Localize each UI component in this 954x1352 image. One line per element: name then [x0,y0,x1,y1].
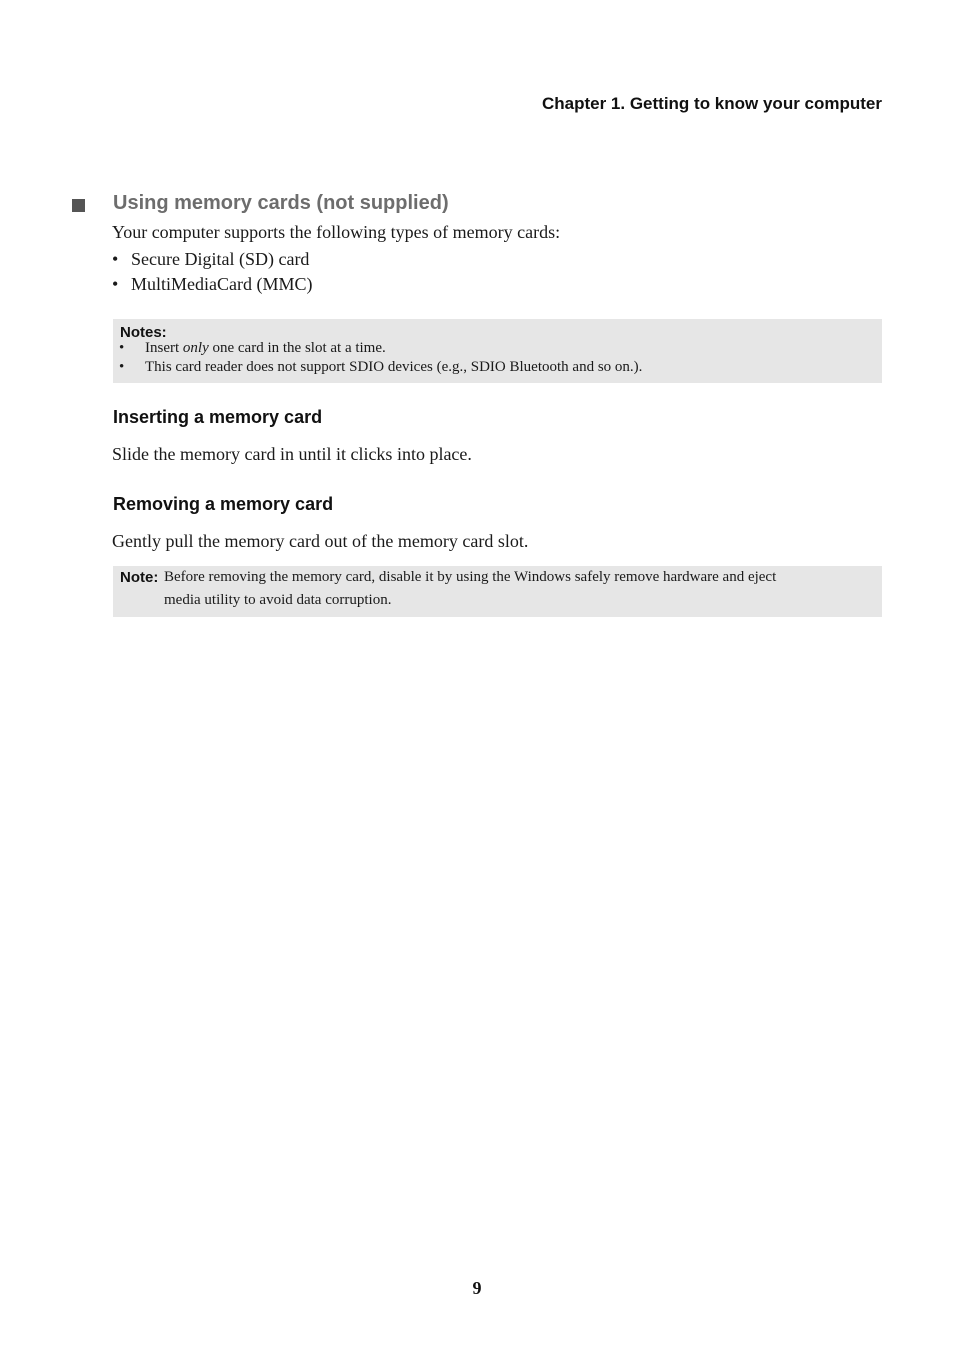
note-box [113,566,882,617]
page-number: 9 [472,1278,482,1298]
removing-text: Gently pull the memory card out of the memory card slot. [112,531,529,551]
notes-box [113,319,882,383]
list-item-text: Secure Digital (SD) card [131,249,310,269]
card-types-list [112,247,313,297]
list-item [112,272,313,297]
list-item [112,247,313,272]
section-square-bullet-icon [72,199,85,212]
note-text-after: one card in the slot at a time. [208,340,386,356]
note-label: Note: [120,569,159,586]
list-item-text: MultiMediaCard (MMC) [131,274,313,294]
bullet-icon: • [119,359,125,375]
note-text-before: Insert [145,340,183,356]
removing-heading: Removing a memory card [113,494,334,514]
section-title: Using memory cards (not supplied) [113,192,449,214]
note-item [119,340,386,357]
note-text-line: Before removing the memory card, disable it by using the Windows safely remove hardware and eject [164,569,777,585]
chapter-header: Chapter 1. Getting to know your computer [541,94,882,113]
note-emphasis: only [182,340,209,356]
bullet-icon: • [119,340,125,356]
note-item [119,359,642,376]
note-text-line: media utility to avoid data corruption. [164,592,392,608]
note-text: This card reader does not support SDIO devices (e.g., SDIO Bluetooth and so on.). [145,359,643,375]
bullet-icon: • [112,249,119,269]
section-intro: Your computer supports the following types of memory cards: [112,222,561,242]
bullet-icon: • [112,274,119,294]
inserting-heading: Inserting a memory card [113,407,323,427]
inserting-text: Slide the memory card in until it clicks into place. [112,444,472,464]
notes-title: Notes: [120,324,167,341]
